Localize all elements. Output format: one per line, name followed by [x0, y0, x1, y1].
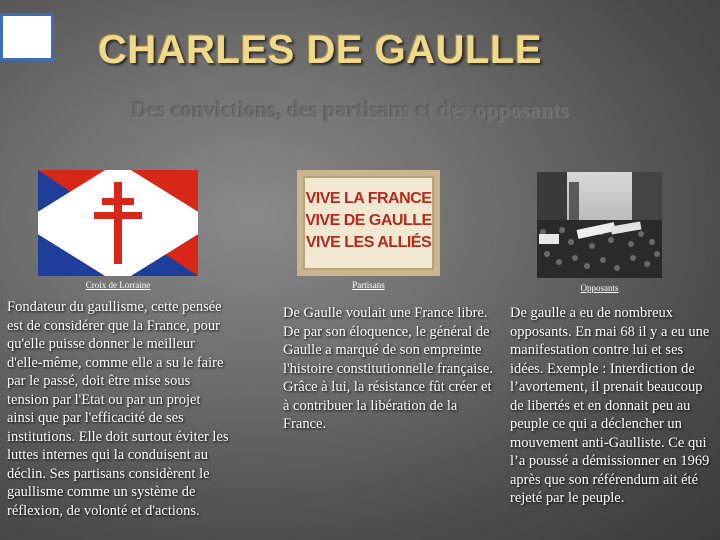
crowd-photo-svg [537, 172, 662, 278]
panel-2-text-para-2: Grâce à lui, la résistance fût créer et à contribuer la libération de la France. [283, 379, 492, 432]
slide-title: CHARLES DE GAULLE [98, 28, 543, 72]
vive-la-france-poster-image [297, 170, 440, 276]
panel-3-text: De gaulle a eu de nombreux opposants. En mai 68 il y a eu une manifestation contre lui et ses idées. Exemple : Interdiction de l’avortement, il prenait beaucoup de libertés et en donnait peu au peuple ce qui a déclencher un mouvement anti-Gaulliste. Ce qui l’a poussé a démissionner en 1969 après que son référendum ait été rejeté par le peuple. [510, 305, 710, 506]
lorraine-cross-flag-svg [38, 170, 198, 276]
slide-subtitle: Des convictions, des partisans et des opposants [131, 97, 569, 122]
lorraine-cross-flag-image [38, 170, 198, 276]
poster-inner [303, 176, 434, 270]
panel-1-text: Fondateur du gaullisme, cette pensée est de considérer que la France, pour qu'elle puisse donner le meilleur d'elle-même, comme elle a su le faire par le passé, doit être mise sous tension par l'Etat ou par un projet ainsi que par l'efficacité de ses institutions. Elle doit surtout éviter les luttes internes qui la conduisent au déclin. Ses partisans considèrent le gaullisme comme un système de réflexion, de volonté et d'actions. [7, 299, 229, 519]
caption-croix-de-lorraine: Croix de Lorraine [85, 280, 151, 290]
caption-partisans: Partisans [352, 280, 385, 290]
slide-corner-box [0, 13, 54, 61]
panel-2-text-para-1: De Gaulle voulait une France libre. De par son éloquence, le général de Gaulle a marqué de son empreinte l'histoire constitutionnelle française. [283, 305, 493, 377]
poster-line-3: VIVE LES ALLIÉS [305, 234, 432, 251]
caption-opposants: Opposants [580, 283, 619, 293]
panel-2-text [283, 304, 498, 434]
poster-line-2: VIVE DE GAULLE [305, 212, 432, 229]
poster-line-1: VIVE LA FRANCE [305, 190, 432, 207]
may-68-crowd-photo-image [537, 172, 662, 278]
